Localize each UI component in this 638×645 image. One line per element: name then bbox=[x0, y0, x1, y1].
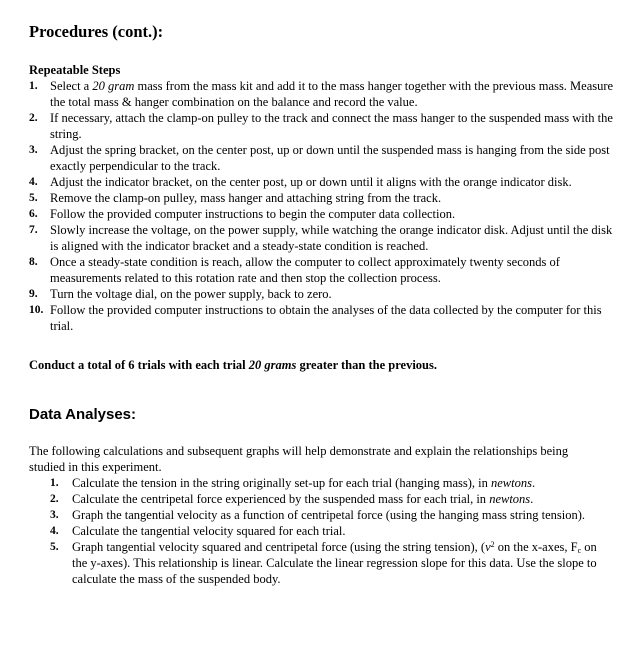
list-item bbox=[29, 302, 614, 334]
step-number: 1. bbox=[29, 80, 38, 92]
step-text: Adjust the spring bracket, on the center post, up or down until the suspended mass is hanging from the side post exactly perpendicular to the track. bbox=[50, 143, 610, 173]
step-text: Follow the provided computer instructions to begin the computer data collection. bbox=[50, 207, 456, 221]
item-text: on the x-axes, F bbox=[494, 540, 578, 554]
item-number: 3. bbox=[50, 509, 59, 521]
step-number: 9. bbox=[29, 288, 38, 300]
velocity-symbol: v bbox=[485, 540, 491, 554]
item-emphasis: newtons bbox=[491, 476, 532, 490]
repeatable-steps-heading: Repeatable Steps bbox=[29, 63, 121, 77]
data-analyses-intro: The following calculations and subsequent graphs will help demonstrate and explain the relationships being studied in this experiment. bbox=[29, 444, 569, 474]
list-item bbox=[29, 206, 614, 222]
list-item bbox=[50, 507, 615, 523]
step-text: Turn the voltage dial, on the power supply, back to zero. bbox=[50, 287, 332, 301]
step-number: 6. bbox=[29, 208, 38, 220]
list-item bbox=[50, 475, 615, 491]
list-item bbox=[50, 523, 615, 539]
trials-text: Conduct a total of 6 trials with each trial bbox=[29, 358, 249, 372]
data-analyses-list bbox=[50, 475, 615, 587]
list-item bbox=[50, 539, 615, 587]
step-text: Once a steady-state condition is reach, allow the computer to collect approximately twenty seconds of measurements related to this rotation rate and then stop the collection process. bbox=[50, 255, 560, 285]
step-number: 10. bbox=[29, 304, 44, 316]
item-number: 5. bbox=[50, 541, 59, 553]
step-text: Follow the provided computer instructions to obtain the analyses of the data collected by the computer for this trial. bbox=[50, 303, 602, 333]
item-text: . bbox=[531, 476, 536, 490]
item-text: Calculate the centripetal force experienced by the suspended mass for each trial, in bbox=[72, 492, 490, 506]
centripetal-subscript: c bbox=[577, 546, 582, 555]
step-number: 3. bbox=[29, 144, 38, 156]
step-text: Remove the clamp-on pulley, mass hanger and attaching string from the track. bbox=[50, 191, 442, 205]
list-item bbox=[29, 78, 614, 110]
item-emphasis: newtons bbox=[489, 492, 531, 506]
list-item bbox=[29, 190, 614, 206]
item-text: on the y-axes). This relationship is linear. Calculate the linear regression slope for this data. Use the slope to calculate the mass of the suspended body. bbox=[72, 540, 597, 586]
item-number: 1. bbox=[50, 477, 59, 489]
step-number: 5. bbox=[29, 192, 38, 204]
item-number: 4. bbox=[50, 525, 59, 537]
step-number: 4. bbox=[29, 176, 38, 188]
item-number: 2. bbox=[50, 493, 59, 505]
step-emphasis: 20 gram bbox=[92, 79, 135, 93]
item-text: Calculate the tangential velocity squared for each trial. bbox=[72, 524, 346, 538]
procedures-heading: Procedures (cont.): bbox=[29, 22, 164, 41]
step-number: 7. bbox=[29, 224, 38, 236]
list-item bbox=[29, 142, 614, 174]
list-item bbox=[29, 174, 614, 190]
list-item bbox=[29, 254, 614, 286]
list-item bbox=[29, 110, 614, 142]
data-analyses-heading: Data Analyses: bbox=[29, 406, 136, 423]
trials-text: greater than the previous. bbox=[296, 358, 437, 372]
item-text: Graph the tangential velocity as a function of centripetal force (using the hanging mass string tension). bbox=[72, 508, 586, 522]
item-text: Graph tangential velocity squared and centripetal force (using the string tension), ( bbox=[72, 540, 486, 554]
repeatable-steps-list bbox=[29, 78, 614, 334]
squared-superscript: 2 bbox=[490, 540, 495, 549]
list-item bbox=[29, 286, 614, 302]
trials-emphasis: 20 grams bbox=[248, 358, 297, 372]
step-text: Slowly increase the voltage, on the power supply, while watching the orange indicator disk. Adjust until the disk is aligned with the indicator bracket and a steady-state condition is reached. bbox=[50, 223, 613, 253]
list-item bbox=[50, 491, 615, 507]
step-text: If necessary, attach the clamp-on pulley to the track and connect the mass hanger to the suspended mass with the string. bbox=[50, 111, 613, 141]
step-number: 8. bbox=[29, 256, 38, 268]
step-number: 2. bbox=[29, 112, 38, 124]
list-item bbox=[29, 222, 614, 254]
step-text: mass from the mass kit and add it to the mass hanger together with the previous mass. Measure the total mass & hanger combination on the balance and record the value. bbox=[50, 79, 614, 109]
trials-instruction bbox=[29, 357, 619, 373]
step-text: Select a bbox=[50, 79, 93, 93]
item-text: . bbox=[530, 492, 534, 506]
step-text: Adjust the indicator bracket, on the center post, up or down until it aligns with the orange indicator disk. bbox=[50, 175, 572, 189]
item-text: Calculate the tension in the string originally set-up for each trial (hanging mass), in bbox=[72, 476, 491, 490]
